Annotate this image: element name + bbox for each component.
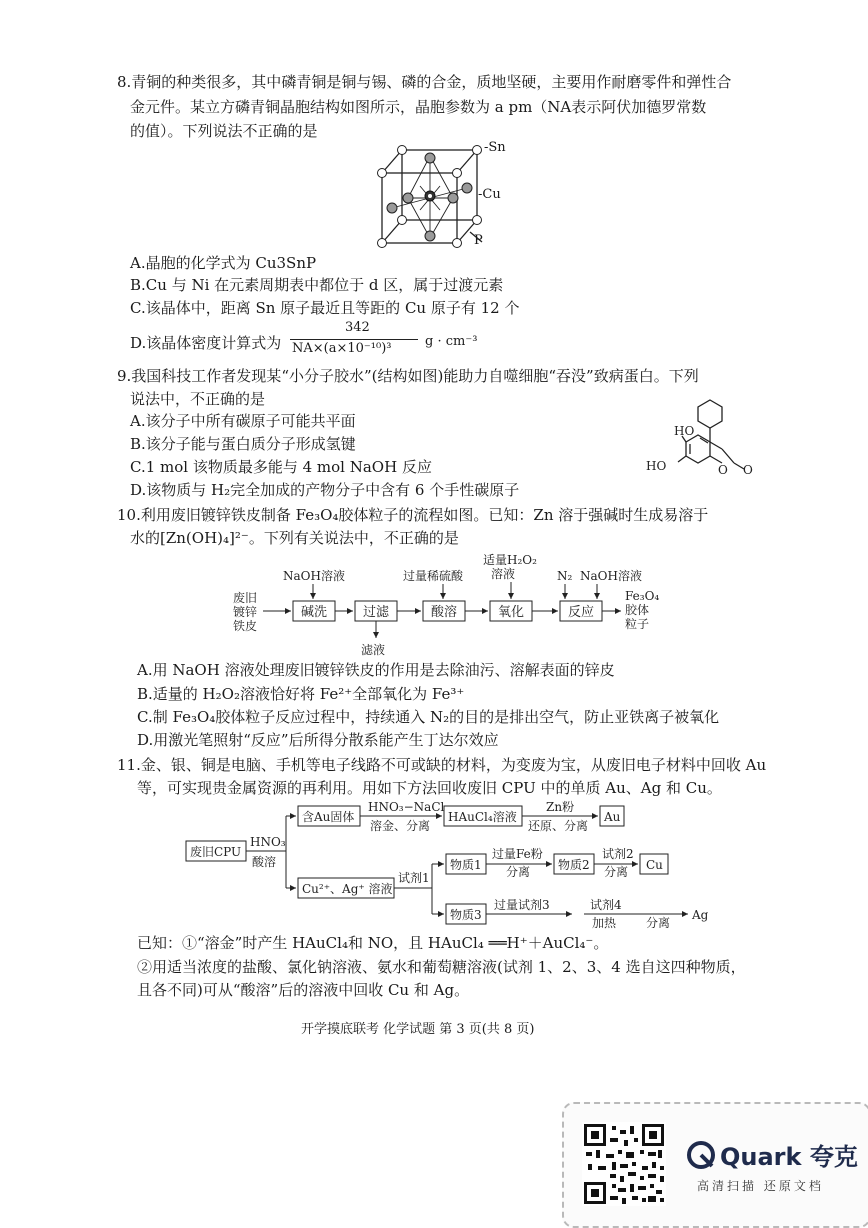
- q8-option-a: A.晶胞的化学式为 Cu3SnP: [130, 254, 317, 272]
- flow-cpu: 废旧CPU: [190, 845, 242, 859]
- flow-substance1: 物质1: [450, 858, 482, 872]
- sn-label: -Sn: [484, 140, 506, 155]
- flow-separate3: 分离: [646, 916, 671, 930]
- flow-product-line3: 粒子: [625, 617, 650, 631]
- flow-step-react: 反应: [568, 605, 595, 620]
- flow-separate2: 分离: [604, 865, 629, 879]
- flow-step-filter: 过滤: [363, 605, 390, 620]
- flow-product-line2: 胶体: [625, 603, 650, 617]
- density-unit: g · cm⁻³: [425, 334, 478, 349]
- flow-waste-filtrate: 滤液: [361, 643, 386, 657]
- q11-stem-line2: 等，可实现贵金属资源的再利用。用如下方法回收废旧 CPU 中的单质 Au、Ag 和 Cu。: [137, 779, 722, 797]
- flow-hno3-nacl: HNO₃−NaCl: [368, 800, 445, 814]
- cu-label: -Cu: [478, 187, 501, 202]
- flow-hno3: HNO₃: [250, 835, 286, 849]
- q10-option-b: B.适量的 H₂O₂溶液恰好将 Fe²⁺全部氧化为 Fe³⁺: [137, 685, 465, 703]
- flow-reagent-naoh2: NaOH溶液: [580, 569, 642, 583]
- flow-reagent-naoh: NaOH溶液: [283, 569, 345, 583]
- page-footer: 开学摸底联考 化学试题 第 3 页(共 8 页): [301, 1022, 535, 1037]
- quark-slogan: 高清扫描 还原文档: [697, 1179, 824, 1193]
- quark-brand-text: Quark 夸克: [720, 1143, 858, 1171]
- q10-stem-line2: 水的[Zn(OH)₄]²⁻。下列有关说法中，不正确的是: [130, 529, 459, 547]
- flow-excess-fe: 过量Fe粉: [492, 847, 543, 861]
- p-label: P: [474, 233, 483, 248]
- carbonyl-oxygen-label: O: [743, 463, 753, 477]
- flow-reagent1: 试剂1: [398, 871, 430, 885]
- flow-separate1: 分离: [506, 865, 531, 879]
- flow-step-oxidize: 氧化: [498, 605, 525, 620]
- q11-note1: 已知：①“溶金”时产生 HAuCl₄和 NO，且 HAuCl₄ ══H⁺＋AuCl₄⁻。: [137, 934, 609, 952]
- flow-reagent2: 试剂2: [602, 847, 634, 861]
- flow-substance3: 物质3: [450, 908, 482, 922]
- flow-step-acid-dissolve: 酸溶: [431, 605, 458, 620]
- flow-reagent-h2so4: 过量稀硫酸: [403, 569, 464, 583]
- flow-substance2: 物质2: [558, 858, 590, 872]
- flow-reagent4: 试剂4: [590, 898, 622, 912]
- fraction-bar: [290, 339, 418, 340]
- q10-option-a: A.用 NaOH 溶液处理废旧镀锌铁皮的作用是去除油污、溶解表面的锌皮: [137, 661, 615, 679]
- q10-stem-line1: 10.利用废旧镀锌铁皮制备 Fe₃O₄胶体粒子的流程如图。已知：Zn 溶于强碱时生成易溶于: [117, 506, 709, 524]
- density-numerator: 342: [345, 320, 370, 335]
- hydroxyl-label-1: HO: [674, 424, 695, 438]
- q9-option-d: D.该物质与 H₂完全加成的产物分子中含有 6 个手性碳原子: [130, 481, 520, 499]
- q8-stem-line3: 的值）。下列说法不正确的是: [130, 122, 318, 140]
- q8-option-b: B.Cu 与 Ni 在元素周期表中都位于 d 区，属于过渡元素: [130, 276, 504, 294]
- flow-reagent-h2o2: 适量H₂O₂: [483, 553, 537, 567]
- molecule-structure: [640, 392, 760, 492]
- hydroxyl-label-2: HO: [646, 459, 667, 473]
- q8-stem-line1: 8.青铜的种类很多，其中磷青铜是铜与锡、磷的合金，质地坚硬，主要用作耐磨零件和弹性合: [117, 73, 732, 91]
- flow-start-line1: 废旧: [233, 591, 258, 605]
- flow-step-alkali-wash: 碱洗: [301, 605, 328, 620]
- q8-option-c: C.该晶体中，距离 Sn 原子最近且等距的 Cu 原子有 12 个: [130, 299, 520, 317]
- q9-stem-line1: 9.我国科技工作者发现某“小分子胶水”(结构如图)能助力自噬细胞“吞没”致病蛋白。下列: [117, 367, 699, 385]
- ring-oxygen-label: O: [718, 463, 728, 477]
- flow-au-solid: 含Au固体: [302, 810, 355, 824]
- flow-excess-reagent3: 过量试剂3: [494, 898, 550, 912]
- q10-flowchart: [225, 550, 675, 660]
- flow-cu-ag-ions: Cu²⁺、Ag⁺ 溶液: [302, 882, 393, 896]
- q10-option-d: D.用激光笔照射“反应”后所得分散系能产生丁达尔效应: [137, 731, 499, 749]
- q11-note2: ②用适当浓度的盐酸、氯化钠溶液、氨水和葡萄糖溶液(试剂 1、2、3、4 选自这四种物质，: [137, 958, 746, 976]
- q8-option-d: D.该晶体密度计算式为: [130, 334, 282, 352]
- q9-option-a: A.该分子中所有碳原子可能共平面: [130, 412, 356, 430]
- flow-heat: 加热: [592, 916, 617, 930]
- qr-code-icon[interactable]: [582, 1122, 666, 1206]
- quark-logo-icon: [686, 1140, 716, 1170]
- flow-acid-dissolve: 酸溶: [252, 855, 277, 869]
- q11-flowchart: [182, 796, 722, 931]
- flow-start-line3: 铁皮: [233, 619, 258, 633]
- density-denominator: NA×(a×10⁻¹⁰)³: [292, 341, 392, 356]
- q9-option-c: C.1 mol 该物质最多能与 4 mol NaOH 反应: [130, 458, 432, 476]
- flow-dissolve-gold: 溶金、分离: [370, 819, 431, 833]
- q11-note3: 且各不同)可从“酸溶”后的溶液中回收 Cu 和 Ag。: [137, 981, 470, 999]
- flow-reagent-h2o2-solution: 溶液: [491, 567, 516, 581]
- flow-start-line2: 镀锌: [233, 605, 258, 619]
- flow-au: Au: [604, 810, 621, 824]
- q11-stem-line1: 11.金、银、铜是电脑、手机等电子线路不可或缺的材料，为变废为宝，从废旧电子材料中回收 Au: [117, 756, 767, 774]
- flow-ag: Ag: [692, 908, 709, 922]
- flow-haucl4: HAuCl₄溶液: [448, 810, 517, 824]
- q10-option-c: C.制 Fe₃O₄胶体粒子反应过程中，持续通入 N₂的目的是排出空气，防止亚铁离子被氧化: [137, 708, 720, 726]
- flow-zn: Zn粉: [546, 800, 575, 814]
- q9-stem-line2: 说法中，不正确的是: [130, 390, 266, 408]
- flow-product-line1: Fe₃O₄: [625, 589, 660, 603]
- flow-reduce-separate: 还原、分离: [528, 819, 589, 833]
- flow-reagent-n2: N₂: [557, 569, 573, 583]
- flow-cu: Cu: [646, 858, 663, 872]
- q8-stem-line2: 金元件。某立方磷青铜晶胞结构如图所示，晶胞参数为 a pm（NA表示阿伏加德罗常数: [130, 98, 707, 116]
- q9-option-b: B.该分子能与蛋白质分子形成氢键: [130, 435, 356, 453]
